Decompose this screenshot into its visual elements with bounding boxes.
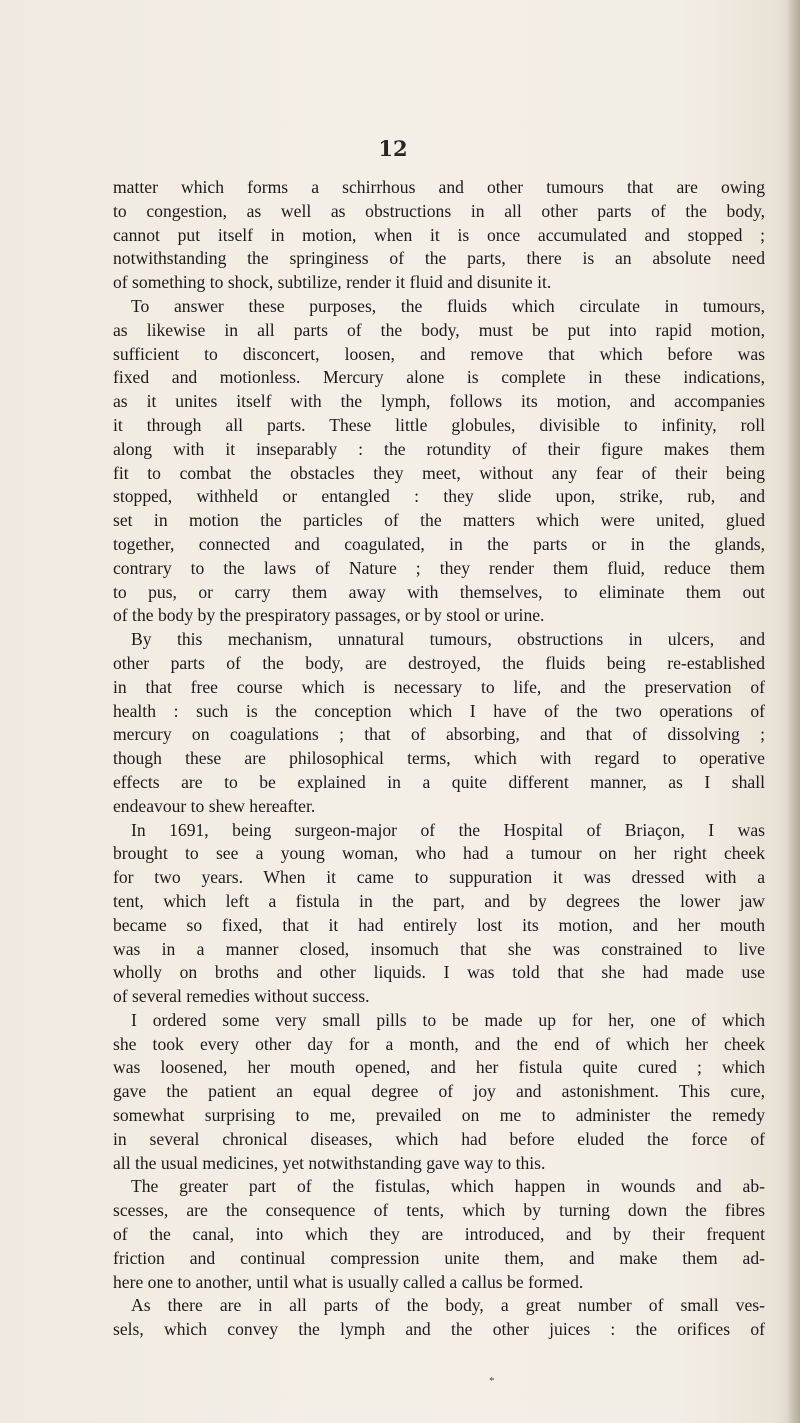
signature-mark: * — [489, 1375, 495, 1387]
text-line: wholly on broths and other liquids. I was told that she had made use — [113, 962, 765, 983]
text-line: By this mechanism, unnatural tumours, obstructions in ulcers, and — [131, 629, 765, 650]
text-line: was loosened, her mouth opened, and her fistula quite cured ; which — [113, 1057, 765, 1078]
text-line: As there are in all parts of the body, a great number of small ves- — [131, 1295, 765, 1316]
text-line: to pus, or carry them away with themselves, to eliminate them out — [113, 581, 765, 602]
text-line: The greater part of the fistulas, which happen in wounds and ab- — [131, 1176, 765, 1197]
text-line: brought to see a young woman, who had a tumour on her right cheek — [113, 843, 765, 864]
text-line: matter which forms a schirrhous and other tumours that are owing — [113, 177, 765, 197]
page-edge-shadow — [786, 0, 800, 1423]
text-line: fixed and motionless. Mercury alone is complete in these indications, — [113, 367, 765, 388]
text-line: as likewise in all parts of the body, must be put into rapid motion, — [113, 319, 765, 340]
text-line: to congestion, as well as obstructions in all other parts of the body, — [113, 200, 765, 221]
text-line: along with it inseparably : the rotundity of their figure makes them — [113, 438, 765, 459]
text-line: health : such is the conception which I have of the two operations of — [113, 700, 765, 721]
text-line: contrary to the laws of Nature ; they render them fluid, reduce them — [113, 557, 765, 578]
text-line: gave the patient an equal degree of joy and astonishment. This cure, — [113, 1081, 765, 1102]
text-line: sufficient to disconcert, loosen, and remove that which before was — [113, 343, 765, 364]
text-line: stopped, withheld or entangled : they slide upon, strike, rub, and — [113, 486, 765, 507]
text-line: sels, which convey the lymph and the other juices : the orifices of — [113, 1319, 765, 1340]
body-text — [113, 176, 765, 1342]
text-line: notwithstanding the springiness of the parts, there is an absolute need — [113, 248, 765, 269]
text-line: mercury on coagulations ; that of absorbing, and that of dissolving ; — [113, 724, 765, 745]
text-line: effects are to be explained in a quite different manner, as I shall — [113, 771, 765, 792]
text-line: In 1691, being surgeon-major of the Hospital of Briaçon, I was — [131, 819, 765, 840]
text-line: here one to another, until what is usually called a callus be formed. — [113, 1271, 584, 1292]
text-line: was in a manner closed, insomuch that she was constrained to live — [113, 938, 765, 959]
text-line: became so fixed, that it had entirely lost its motion, and her mouth — [113, 914, 765, 935]
text-line: tent, which left a fistula in the part, and by degrees the lower jaw — [113, 890, 765, 911]
text-line: endeavour to shew hereafter. — [113, 795, 316, 816]
text-line: set in motion the particles of the matters which were united, glued — [113, 510, 765, 531]
text-line: of the body by the prespiratory passages, or by stool or urine. — [113, 605, 545, 626]
text-line: other parts of the body, are destroyed, the fluids being re-established — [113, 652, 765, 673]
text-line: together, connected and coagulated, in the parts or in the glands, — [113, 533, 765, 554]
text-line: I ordered some very small pills to be made up for her, one of which — [131, 1009, 765, 1030]
text-line: of something to shock, subtilize, render it fluid and disunite it. — [113, 272, 552, 293]
text-line: in that free course which is necessary to life, and the preservation of — [113, 676, 765, 697]
text-line: of several remedies without success. — [113, 986, 370, 1007]
text-line: of the canal, into which they are introduced, and by their frequent — [113, 1224, 765, 1245]
text-line: in several chronical diseases, which had before eluded the force of — [113, 1128, 765, 1149]
page-number: 12 — [378, 136, 408, 161]
text-line: friction and continual compression unite them, and make them ad- — [113, 1247, 765, 1268]
text-line: as it unites itself with the lymph, follows its motion, and accompanies — [113, 391, 765, 412]
text-line: cannot put itself in motion, when it is once accumulated and stopped ; — [113, 224, 765, 245]
text-line: fit to combat the obstacles they meet, without any fear of their being — [113, 462, 765, 483]
text-line: for two years. When it came to suppuration it was dressed with a — [113, 867, 765, 888]
text-line: it through all parts. These little globules, divisible to infinity, roll — [113, 414, 765, 435]
text-line: To answer these purposes, the fluids which circulate in tumours, — [131, 295, 765, 316]
text-line: all the usual medicines, yet notwithstanding gave way to this. — [113, 1152, 546, 1173]
text-line: though these are philosophical terms, which with regard to operative — [113, 748, 765, 769]
text-line: somewhat surprising to me, prevailed on me to administer the remedy — [113, 1105, 765, 1126]
text-line: she took every other day for a month, and the end of which her cheek — [113, 1033, 765, 1054]
text-line: scesses, are the consequence of tents, which by turning down the fibres — [113, 1200, 765, 1221]
